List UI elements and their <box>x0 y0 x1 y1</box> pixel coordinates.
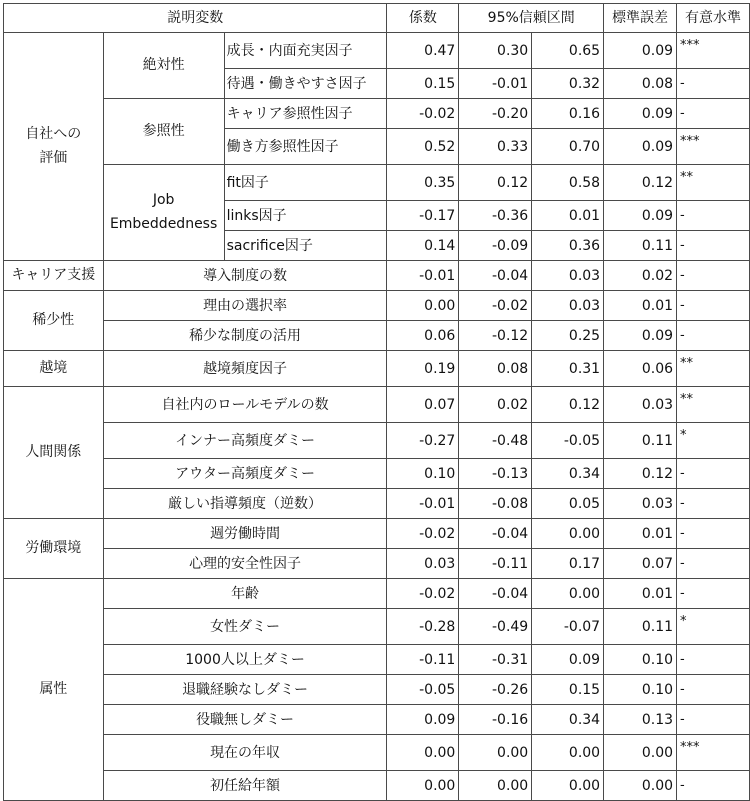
cell-lo: -0.04 <box>459 519 532 549</box>
cell-hi: 0.58 <box>532 165 604 201</box>
group-boundary: 越境 <box>4 351 104 387</box>
cell-lo: -0.12 <box>459 321 532 351</box>
cell-coef: -0.02 <box>387 99 459 129</box>
cell-lo: -0.13 <box>459 459 532 489</box>
cell-hi: 0.15 <box>532 675 604 705</box>
cell-coef: -0.11 <box>387 645 459 675</box>
cell-coef: 0.19 <box>387 351 459 387</box>
variable-label: 成長・内面充実因子 <box>224 33 387 69</box>
variable-label: 越境頻度因子 <box>103 351 387 387</box>
variable-label: 年齢 <box>103 579 387 609</box>
cell-hi: 0.00 <box>532 519 604 549</box>
cell-significance: - <box>677 645 750 675</box>
table-row <box>4 351 750 387</box>
cell-significance: *** <box>677 735 750 771</box>
group-career-support: キャリア支援 <box>4 261 104 291</box>
cell-lo: -0.08 <box>459 489 532 519</box>
cell-significance: * <box>677 609 750 645</box>
cell-se: 0.01 <box>604 519 677 549</box>
table-row <box>4 261 750 291</box>
cell-lo: 0.02 <box>459 387 532 423</box>
cell-hi: 0.25 <box>532 321 604 351</box>
cell-coef: -0.02 <box>387 519 459 549</box>
cell-hi: 0.01 <box>532 201 604 231</box>
cell-significance: - <box>677 519 750 549</box>
cell-lo: -0.31 <box>459 645 532 675</box>
cell-se: 0.11 <box>604 423 677 459</box>
group-self-eval: 自社への 評価 <box>4 33 104 261</box>
variable-label: 導入制度の数 <box>103 261 387 291</box>
variable-label: 働き方参照性因子 <box>224 129 387 165</box>
cell-se: 0.00 <box>604 735 677 771</box>
cell-significance: - <box>677 459 750 489</box>
cell-coef: 0.03 <box>387 549 459 579</box>
table-row <box>4 99 750 129</box>
cell-se: 0.03 <box>604 387 677 423</box>
cell-coef: 0.10 <box>387 459 459 489</box>
cell-significance: - <box>677 549 750 579</box>
group-relations: 人間関係 <box>4 387 104 519</box>
table-row <box>4 423 750 459</box>
cell-se: 0.08 <box>604 69 677 99</box>
cell-lo: -0.26 <box>459 675 532 705</box>
cell-significance: - <box>677 69 750 99</box>
cell-hi: 0.03 <box>532 291 604 321</box>
cell-hi: 0.00 <box>532 771 604 801</box>
variable-label: 女性ダミー <box>103 609 387 645</box>
variable-label: sacrifice因子 <box>224 231 387 261</box>
cell-se: 0.01 <box>604 579 677 609</box>
cell-hi: 0.00 <box>532 735 604 771</box>
cell-se: 0.11 <box>604 609 677 645</box>
cell-significance: - <box>677 579 750 609</box>
cell-hi: 0.36 <box>532 231 604 261</box>
cell-se: 0.06 <box>604 351 677 387</box>
table-row <box>4 489 750 519</box>
cell-se: 0.02 <box>604 261 677 291</box>
table-row <box>4 387 750 423</box>
variable-label: アウター高頻度ダミー <box>103 459 387 489</box>
cell-hi: 0.17 <box>532 549 604 579</box>
cell-se: 0.12 <box>604 165 677 201</box>
cell-se: 0.09 <box>604 33 677 69</box>
table-row <box>4 609 750 645</box>
cell-lo: 0.33 <box>459 129 532 165</box>
cell-lo: 0.30 <box>459 33 532 69</box>
cell-lo: -0.02 <box>459 291 532 321</box>
variable-label: キャリア参照性因子 <box>224 99 387 129</box>
regression-table <box>3 3 750 801</box>
cell-significance: - <box>677 771 750 801</box>
cell-lo: 0.12 <box>459 165 532 201</box>
variable-label: 週労働時間 <box>103 519 387 549</box>
table-row <box>4 165 750 201</box>
group-rarity: 稀少性 <box>4 291 104 351</box>
cell-hi: 0.05 <box>532 489 604 519</box>
cell-significance: - <box>677 261 750 291</box>
cell-lo: -0.11 <box>459 549 532 579</box>
cell-coef: 0.14 <box>387 231 459 261</box>
cell-significance: - <box>677 231 750 261</box>
cell-hi: 0.32 <box>532 69 604 99</box>
cell-coef: -0.27 <box>387 423 459 459</box>
variable-label: 稀少な制度の活用 <box>103 321 387 351</box>
variable-label: 初任給年額 <box>103 771 387 801</box>
cell-se: 0.00 <box>604 771 677 801</box>
cell-hi: 0.03 <box>532 261 604 291</box>
cell-lo: -0.48 <box>459 423 532 459</box>
cell-hi: 0.09 <box>532 645 604 675</box>
cell-lo: 0.08 <box>459 351 532 387</box>
variable-label: 現在の年収 <box>103 735 387 771</box>
cell-lo: -0.16 <box>459 705 532 735</box>
cell-se: 0.01 <box>604 291 677 321</box>
cell-significance: ** <box>677 387 750 423</box>
cell-coef: -0.17 <box>387 201 459 231</box>
group-work-env: 労働環境 <box>4 519 104 579</box>
variable-label: 自社内のロールモデルの数 <box>103 387 387 423</box>
cell-lo: -0.20 <box>459 99 532 129</box>
variable-label: 理由の選択率 <box>103 291 387 321</box>
cell-lo: -0.04 <box>459 261 532 291</box>
table-row <box>4 579 750 609</box>
cell-lo: 0.00 <box>459 735 532 771</box>
table-row <box>4 771 750 801</box>
cell-lo: -0.01 <box>459 69 532 99</box>
table-row <box>4 519 750 549</box>
cell-coef: 0.07 <box>387 387 459 423</box>
cell-coef: 0.00 <box>387 735 459 771</box>
cell-coef: 0.00 <box>387 771 459 801</box>
cell-coef: -0.01 <box>387 261 459 291</box>
header-variable: 説明変数 <box>4 4 387 33</box>
cell-significance: - <box>677 321 750 351</box>
variable-label: 心理的安全性因子 <box>103 549 387 579</box>
cell-hi: 0.12 <box>532 387 604 423</box>
cell-significance: ** <box>677 351 750 387</box>
cell-significance: * <box>677 423 750 459</box>
subgroup-reference: 参照性 <box>103 99 224 165</box>
variable-label: 1000人以上ダミー <box>103 645 387 675</box>
cell-coef: 0.15 <box>387 69 459 99</box>
cell-se: 0.10 <box>604 675 677 705</box>
group-attributes: 属性 <box>4 579 104 801</box>
cell-se: 0.07 <box>604 549 677 579</box>
variable-label: 役職無しダミー <box>103 705 387 735</box>
header-ci: 95%信頼区間 <box>459 4 604 33</box>
cell-lo: 0.00 <box>459 771 532 801</box>
variable-label: 退職経験なしダミー <box>103 675 387 705</box>
table-row <box>4 645 750 675</box>
cell-lo: -0.09 <box>459 231 532 261</box>
cell-se: 0.09 <box>604 129 677 165</box>
cell-hi: 0.34 <box>532 459 604 489</box>
cell-coef: 0.09 <box>387 705 459 735</box>
cell-coef: -0.05 <box>387 675 459 705</box>
cell-coef: -0.28 <box>387 609 459 645</box>
table-row <box>4 459 750 489</box>
cell-se: 0.09 <box>604 99 677 129</box>
header-sig: 有意水準 <box>677 4 750 33</box>
cell-se: 0.10 <box>604 645 677 675</box>
cell-hi: 0.65 <box>532 33 604 69</box>
cell-coef: -0.02 <box>387 579 459 609</box>
cell-hi: 0.34 <box>532 705 604 735</box>
table-row <box>4 549 750 579</box>
cell-significance: - <box>677 675 750 705</box>
subgroup-job-embeddedness: Job Embeddedness <box>103 165 224 261</box>
cell-se: 0.12 <box>604 459 677 489</box>
cell-hi: 0.00 <box>532 579 604 609</box>
table-row <box>4 675 750 705</box>
cell-se: 0.09 <box>604 201 677 231</box>
header-se: 標準誤差 <box>604 4 677 33</box>
table-row <box>4 33 750 69</box>
cell-lo: -0.36 <box>459 201 532 231</box>
cell-hi: 0.31 <box>532 351 604 387</box>
subgroup-absolute: 絶対性 <box>103 33 224 99</box>
variable-label: links因子 <box>224 201 387 231</box>
header-coef: 係数 <box>387 4 459 33</box>
cell-coef: 0.35 <box>387 165 459 201</box>
cell-hi: 0.16 <box>532 99 604 129</box>
table-row <box>4 291 750 321</box>
cell-coef: 0.00 <box>387 291 459 321</box>
cell-significance: ** <box>677 165 750 201</box>
cell-coef: 0.47 <box>387 33 459 69</box>
cell-coef: -0.01 <box>387 489 459 519</box>
table-row <box>4 735 750 771</box>
cell-significance: - <box>677 201 750 231</box>
cell-significance: - <box>677 99 750 129</box>
cell-hi: 0.70 <box>532 129 604 165</box>
header-row <box>4 4 750 33</box>
cell-se: 0.03 <box>604 489 677 519</box>
table-row <box>4 705 750 735</box>
variable-label: fit因子 <box>224 165 387 201</box>
cell-coef: 0.06 <box>387 321 459 351</box>
cell-significance: - <box>677 291 750 321</box>
cell-lo: -0.04 <box>459 579 532 609</box>
cell-se: 0.09 <box>604 321 677 351</box>
cell-se: 0.11 <box>604 231 677 261</box>
cell-lo: -0.49 <box>459 609 532 645</box>
cell-significance: - <box>677 489 750 519</box>
cell-coef: 0.52 <box>387 129 459 165</box>
cell-hi: -0.05 <box>532 423 604 459</box>
cell-se: 0.13 <box>604 705 677 735</box>
cell-significance: *** <box>677 33 750 69</box>
cell-significance: *** <box>677 129 750 165</box>
cell-significance: - <box>677 705 750 735</box>
table-row <box>4 321 750 351</box>
variable-label: 待遇・働きやすさ因子 <box>224 69 387 99</box>
variable-label: インナー高頻度ダミー <box>103 423 387 459</box>
cell-hi: -0.07 <box>532 609 604 645</box>
variable-label: 厳しい指導頻度（逆数） <box>103 489 387 519</box>
